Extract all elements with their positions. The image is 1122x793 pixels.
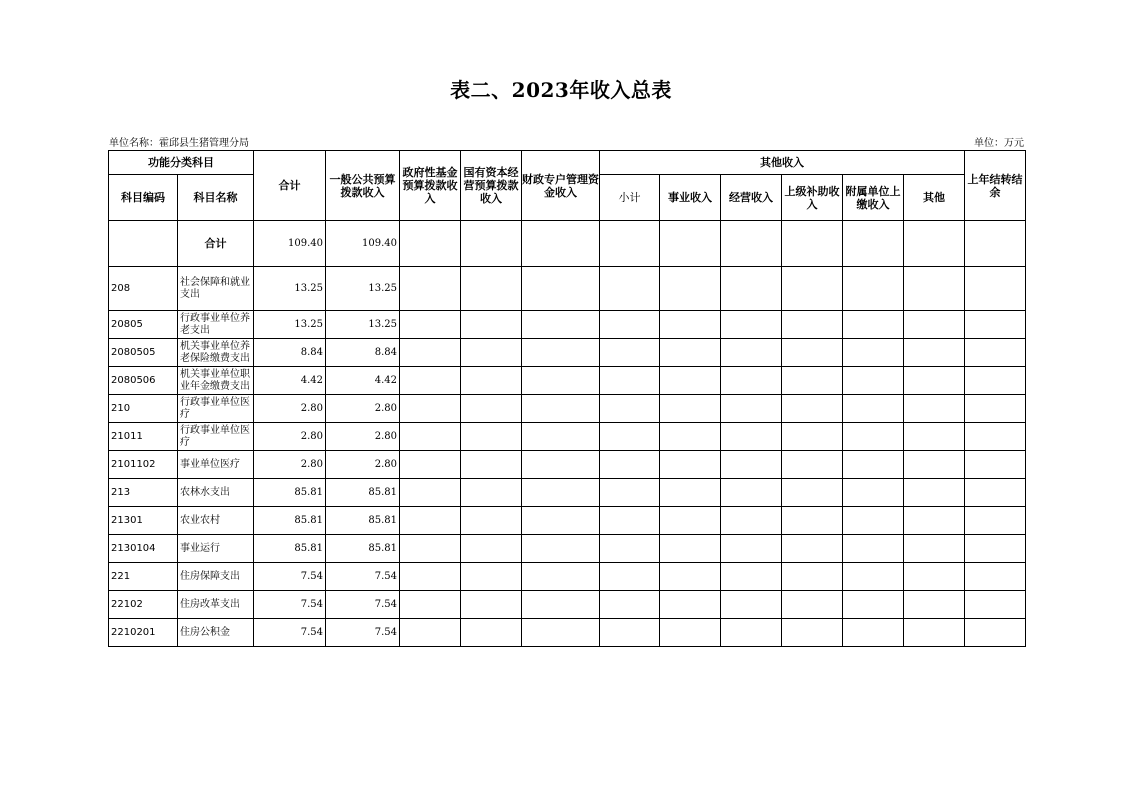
cell-total: 13.25	[254, 311, 326, 339]
cell-empty	[600, 221, 660, 267]
cell-empty	[660, 367, 721, 395]
cell-empty	[904, 339, 965, 367]
cell-empty	[965, 221, 1026, 267]
cell-name: 住房公积金	[178, 619, 254, 647]
cell-empty	[660, 591, 721, 619]
table-row	[109, 423, 1026, 451]
table-row	[109, 367, 1026, 395]
cell-empty	[965, 479, 1026, 507]
cell-empty	[600, 507, 660, 535]
cell-empty	[843, 367, 904, 395]
cell-empty	[600, 267, 660, 311]
cell-empty	[522, 221, 600, 267]
cell-code	[109, 221, 178, 267]
table-row	[109, 619, 1026, 647]
cell-empty	[660, 535, 721, 563]
header-general-budget: 一般公共预算拨款收入	[326, 151, 400, 221]
income-summary-table	[108, 150, 1026, 647]
cell-empty	[461, 339, 522, 367]
cell-name: 事业单位医疗	[178, 451, 254, 479]
cell-total: 2.80	[254, 423, 326, 451]
cell-empty	[660, 563, 721, 591]
cell-empty	[660, 479, 721, 507]
cell-empty	[660, 339, 721, 367]
cell-empty	[782, 339, 843, 367]
cell-empty	[721, 451, 782, 479]
cell-empty	[965, 311, 1026, 339]
cell-general: 7.54	[326, 591, 400, 619]
cell-total: 2.80	[254, 395, 326, 423]
cell-empty	[904, 451, 965, 479]
cell-total: 7.54	[254, 591, 326, 619]
cell-empty	[461, 367, 522, 395]
header-other-income: 其他收入	[600, 151, 965, 175]
cell-empty	[522, 423, 600, 451]
cell-empty	[461, 479, 522, 507]
cell-empty	[843, 619, 904, 647]
cell-general: 2.80	[326, 451, 400, 479]
cell-name: 农业农村	[178, 507, 254, 535]
cell-total: 8.84	[254, 339, 326, 367]
cell-name: 行政事业单位医疗	[178, 395, 254, 423]
cell-empty	[522, 395, 600, 423]
cell-name: 事业运行	[178, 535, 254, 563]
cell-empty	[461, 395, 522, 423]
cell-code: 2080505	[109, 339, 178, 367]
cell-empty	[782, 395, 843, 423]
cell-empty	[965, 619, 1026, 647]
page-title: 表二、2023年收入总表	[450, 78, 672, 102]
cell-code: 21301	[109, 507, 178, 535]
cell-empty	[461, 267, 522, 311]
cell-empty	[904, 221, 965, 267]
cell-empty	[904, 423, 965, 451]
cell-empty	[461, 535, 522, 563]
cell-general: 13.25	[326, 267, 400, 311]
cell-empty	[782, 591, 843, 619]
cell-empty	[721, 267, 782, 311]
cell-empty	[721, 339, 782, 367]
cell-general: 109.40	[326, 221, 400, 267]
table-row	[109, 339, 1026, 367]
table-body	[109, 221, 1026, 647]
cell-empty	[522, 507, 600, 535]
cell-empty	[400, 423, 461, 451]
cell-empty	[600, 451, 660, 479]
cell-empty	[965, 507, 1026, 535]
cell-empty	[400, 367, 461, 395]
cell-empty	[660, 423, 721, 451]
cell-general: 7.54	[326, 619, 400, 647]
cell-empty	[843, 395, 904, 423]
cell-empty	[660, 395, 721, 423]
cell-name: 住房改革支出	[178, 591, 254, 619]
table-row	[109, 451, 1026, 479]
cell-empty	[461, 507, 522, 535]
cell-empty	[600, 479, 660, 507]
header-func-category: 功能分类科目	[109, 151, 254, 175]
cell-empty	[721, 311, 782, 339]
cell-total: 2.80	[254, 451, 326, 479]
cell-empty	[660, 311, 721, 339]
cell-general: 2.80	[326, 423, 400, 451]
cell-empty	[904, 535, 965, 563]
table-header	[109, 151, 1026, 221]
cell-empty	[461, 311, 522, 339]
cell-empty	[782, 423, 843, 451]
cell-empty	[904, 395, 965, 423]
cell-empty	[782, 267, 843, 311]
cell-empty	[461, 451, 522, 479]
cell-total: 85.81	[254, 535, 326, 563]
cell-name: 合计	[178, 221, 254, 267]
cell-code: 213	[109, 479, 178, 507]
cell-empty	[721, 535, 782, 563]
table-row	[109, 591, 1026, 619]
cell-empty	[843, 591, 904, 619]
cell-empty	[600, 591, 660, 619]
header-affiliated-income: 附属单位上缴收入	[843, 175, 904, 221]
cell-empty	[843, 451, 904, 479]
cell-empty	[721, 619, 782, 647]
header-other: 其他	[904, 175, 965, 221]
table-row	[109, 395, 1026, 423]
cell-code: 2210201	[109, 619, 178, 647]
cell-empty	[965, 367, 1026, 395]
cell-total: 109.40	[254, 221, 326, 267]
cell-empty	[522, 451, 600, 479]
cell-empty	[904, 479, 965, 507]
cell-empty	[904, 267, 965, 311]
cell-code: 2101102	[109, 451, 178, 479]
cell-empty	[965, 563, 1026, 591]
cell-empty	[461, 563, 522, 591]
header-code: 科目编码	[109, 175, 178, 221]
cell-empty	[400, 619, 461, 647]
table-row	[109, 479, 1026, 507]
cell-empty	[522, 619, 600, 647]
cell-empty	[721, 367, 782, 395]
cell-empty	[600, 535, 660, 563]
cell-empty	[782, 367, 843, 395]
cell-empty	[600, 619, 660, 647]
cell-general: 85.81	[326, 535, 400, 563]
cell-empty	[400, 451, 461, 479]
table-row	[109, 311, 1026, 339]
cell-empty	[965, 267, 1026, 311]
cell-empty	[400, 267, 461, 311]
cell-empty	[461, 619, 522, 647]
cell-empty	[600, 339, 660, 367]
cell-empty	[843, 479, 904, 507]
cell-name: 机关事业单位职业年金缴费支出	[178, 367, 254, 395]
cell-total: 7.54	[254, 563, 326, 591]
cell-empty	[904, 507, 965, 535]
cell-general: 85.81	[326, 479, 400, 507]
cell-empty	[721, 423, 782, 451]
cell-empty	[600, 563, 660, 591]
cell-empty	[843, 563, 904, 591]
cell-code: 22102	[109, 591, 178, 619]
cell-empty	[843, 339, 904, 367]
header-carryover: 上年结转结余	[965, 151, 1026, 221]
cell-empty	[400, 563, 461, 591]
cell-total: 7.54	[254, 619, 326, 647]
cell-code: 2080506	[109, 367, 178, 395]
header-career-income: 事业收入	[660, 175, 721, 221]
cell-empty	[600, 395, 660, 423]
cell-empty	[843, 267, 904, 311]
cell-code: 2130104	[109, 535, 178, 563]
cell-empty	[782, 563, 843, 591]
table-row-total	[109, 221, 1026, 267]
cell-empty	[843, 507, 904, 535]
cell-name: 机关事业单位养老保险缴费支出	[178, 339, 254, 367]
cell-empty	[600, 311, 660, 339]
cell-empty	[400, 591, 461, 619]
cell-empty	[904, 367, 965, 395]
cell-empty	[843, 311, 904, 339]
cell-general: 13.25	[326, 311, 400, 339]
cell-empty	[782, 507, 843, 535]
cell-name: 社会保障和就业支出	[178, 267, 254, 311]
cell-empty	[400, 339, 461, 367]
cell-empty	[965, 591, 1026, 619]
header-gov-fund: 政府性基金预算拨款收入	[400, 151, 461, 221]
cell-empty	[782, 479, 843, 507]
cell-empty	[660, 267, 721, 311]
cell-general: 2.80	[326, 395, 400, 423]
cell-name: 农林水支出	[178, 479, 254, 507]
cell-code: 210	[109, 395, 178, 423]
cell-empty	[400, 507, 461, 535]
table-row	[109, 563, 1026, 591]
currency-unit-label: 单位：万元	[974, 138, 1024, 149]
cell-empty	[400, 535, 461, 563]
cell-empty	[522, 267, 600, 311]
cell-empty	[522, 339, 600, 367]
cell-empty	[965, 451, 1026, 479]
cell-empty	[843, 221, 904, 267]
cell-empty	[600, 367, 660, 395]
cell-empty	[965, 535, 1026, 563]
cell-general: 8.84	[326, 339, 400, 367]
cell-empty	[721, 221, 782, 267]
cell-empty	[782, 311, 843, 339]
cell-empty	[782, 221, 843, 267]
cell-name: 行政事业单位医疗	[178, 423, 254, 451]
cell-general: 85.81	[326, 507, 400, 535]
cell-empty	[400, 395, 461, 423]
cell-code: 208	[109, 267, 178, 311]
cell-name: 住房保障支出	[178, 563, 254, 591]
cell-total: 13.25	[254, 267, 326, 311]
cell-empty	[782, 619, 843, 647]
cell-empty	[904, 311, 965, 339]
cell-empty	[461, 423, 522, 451]
cell-empty	[522, 535, 600, 563]
cell-empty	[904, 563, 965, 591]
cell-empty	[522, 367, 600, 395]
header-total: 合计	[254, 151, 326, 221]
cell-code: 21011	[109, 423, 178, 451]
header-fiscal-special: 财政专户管理资金收入	[522, 151, 600, 221]
cell-code: 20805	[109, 311, 178, 339]
cell-empty	[522, 479, 600, 507]
cell-empty	[400, 479, 461, 507]
cell-empty	[660, 451, 721, 479]
cell-total: 85.81	[254, 479, 326, 507]
cell-empty	[843, 423, 904, 451]
cell-empty	[782, 451, 843, 479]
cell-empty	[843, 535, 904, 563]
table-row	[109, 267, 1026, 311]
cell-empty	[721, 507, 782, 535]
cell-empty	[721, 591, 782, 619]
cell-name: 行政事业单位养老支出	[178, 311, 254, 339]
cell-empty	[721, 395, 782, 423]
header-name: 科目名称	[178, 175, 254, 221]
cell-total: 85.81	[254, 507, 326, 535]
cell-empty	[904, 591, 965, 619]
table-row	[109, 535, 1026, 563]
cell-empty	[461, 221, 522, 267]
header-state-capital: 国有资本经营预算拨款收入	[461, 151, 522, 221]
header-superior-subsidy: 上级补助收入	[782, 175, 843, 221]
cell-empty	[600, 423, 660, 451]
cell-empty	[522, 563, 600, 591]
cell-empty	[782, 535, 843, 563]
cell-empty	[400, 221, 461, 267]
header-operating-income: 经营收入	[721, 175, 782, 221]
cell-empty	[522, 311, 600, 339]
cell-empty	[721, 563, 782, 591]
unit-name-label: 单位名称：霍邱县生猪管理分局	[109, 138, 249, 149]
cell-general: 4.42	[326, 367, 400, 395]
cell-empty	[400, 311, 461, 339]
cell-empty	[660, 619, 721, 647]
cell-empty	[721, 479, 782, 507]
cell-empty	[904, 619, 965, 647]
cell-empty	[965, 395, 1026, 423]
table-row	[109, 507, 1026, 535]
cell-code: 221	[109, 563, 178, 591]
cell-empty	[522, 591, 600, 619]
header-subtotal: 小计	[600, 175, 660, 221]
cell-general: 7.54	[326, 563, 400, 591]
cell-empty	[660, 507, 721, 535]
cell-total: 4.42	[254, 367, 326, 395]
cell-empty	[965, 339, 1026, 367]
cell-empty	[461, 591, 522, 619]
cell-empty	[660, 221, 721, 267]
cell-empty	[965, 423, 1026, 451]
